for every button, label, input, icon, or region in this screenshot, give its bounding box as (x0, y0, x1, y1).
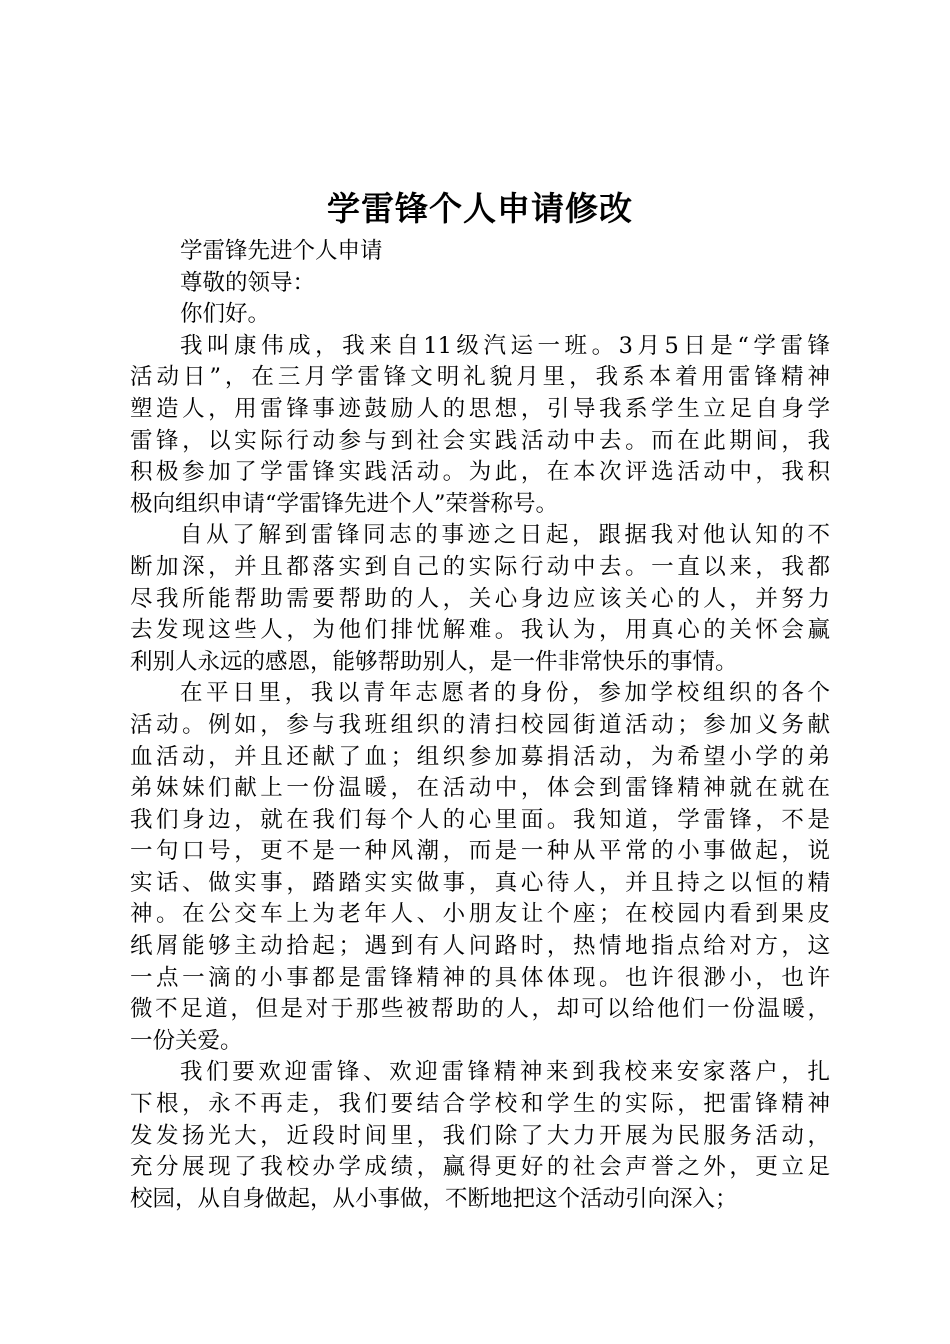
paragraph-line: 纸屑能够主动拾起；遇到有人问路时，热情地指点给对方，这 (130, 933, 830, 960)
body-paragraph (130, 331, 830, 521)
paragraph-line: 自从了解到雷锋同志的事迹之日起，跟据我对他认知的不 (180, 522, 830, 549)
paragraph-line: 尽我所能帮助需要帮助的人，关心身边应该关心的人，并努力 (130, 585, 830, 612)
paragraph-line: 弟妹妹们献上一份温暖，在活动中，体会到雷锋精神就在就在 (130, 775, 830, 802)
paragraph-line: 在平日里，我以青年志愿者的身份，参加学校组织的各个 (180, 680, 830, 707)
body-paragraph (130, 520, 830, 678)
body-paragraph (130, 678, 830, 1057)
paragraph-line: 一份关爱。 (130, 1027, 243, 1054)
paragraph-line: 我叫康伟成，我来自11级汽运一班。3月5日是“学雷锋 (180, 332, 830, 359)
paragraph-line: 一句口号，更不是一种风潮，而是一种从平常的小事做起，说 (130, 838, 830, 865)
paragraph-line: 利别人永远的感恩，能够帮助别人，是一件非常快乐的事情。 (130, 648, 738, 675)
document-title: 学雷锋个人申请修改 (327, 189, 633, 228)
document-subtitle: 学雷锋先进个人申请 (180, 238, 383, 264)
paragraph-line: 活动。例如，参与我班组织的清扫校园街道活动；参加义务献 (130, 711, 830, 738)
paragraph-line: 去发现这些人，为他们排忧解难。我认为，用真心的关怀会赢 (130, 617, 830, 644)
greeting: 你们好。 (180, 301, 271, 328)
paragraph-line: 雷锋，以实际行动参与到社会实践活动中去。而在此期间，我 (130, 427, 830, 454)
paragraph-line: 极向组织申请“学雷锋先进个人”荣誉称号。 (130, 490, 559, 517)
paragraph-line: 神。在公交车上为老年人、小朋友让个座；在校园内看到果皮 (130, 901, 830, 928)
body-paragraph (130, 1057, 830, 1215)
paragraph-line: 我们身边，就在我们每个人的心里面。我知道，学雷锋，不是 (130, 806, 830, 833)
paragraph-line: 实话、做实事，踏踏实实做事，真心待人，并且持之以恒的精 (130, 869, 830, 896)
paragraph-line: 活动日”，在三月学雷锋文明礼貌月里，我系本着用雷锋精神 (130, 364, 830, 391)
paragraph-line: 积极参加了学雷锋实践活动。为此，在本次评选活动中，我积 (130, 459, 830, 486)
paragraph-line: 下根，永不再走，我们要结合学校和学生的实际，把雷锋精神 (130, 1091, 830, 1118)
body-paragraphs (130, 331, 830, 1216)
paragraph-line: 断加深，并且都落实到自己的实际行动中去。一直以来，我都 (130, 553, 830, 580)
paragraph-line: 校园，从自身做起，从小事做，不断地把这个活动引向深入； (130, 1185, 738, 1212)
paragraph-line: 塑造人，用雷锋事迹鼓励人的思想，引导我系学生立足自身学 (130, 395, 830, 422)
paragraph-line: 一点一滴的小事都是雷锋精神的具体体现。也许很渺小，也许 (130, 964, 830, 991)
paragraph-line: 发发扬光大，近段时间里，我们除了大力开展为民服务活动， (130, 1122, 830, 1149)
document-page (130, 180, 830, 1215)
paragraph-line: 微不足道，但是对于那些被帮助的人，却可以给他们一份温暖， (130, 996, 830, 1023)
paragraph-line: 我们要欢迎雷锋、欢迎雷锋精神来到我校来安家落户，扎 (180, 1059, 830, 1086)
paragraph-line: 充分展现了我校办学成绩，赢得更好的社会声誉之外，更立足 (130, 1154, 830, 1181)
paragraph-line: 血活动，并且还献了血；组织参加募捐活动，为希望小学的弟 (130, 743, 830, 770)
salutation: 尊敬的领导： (180, 269, 316, 296)
